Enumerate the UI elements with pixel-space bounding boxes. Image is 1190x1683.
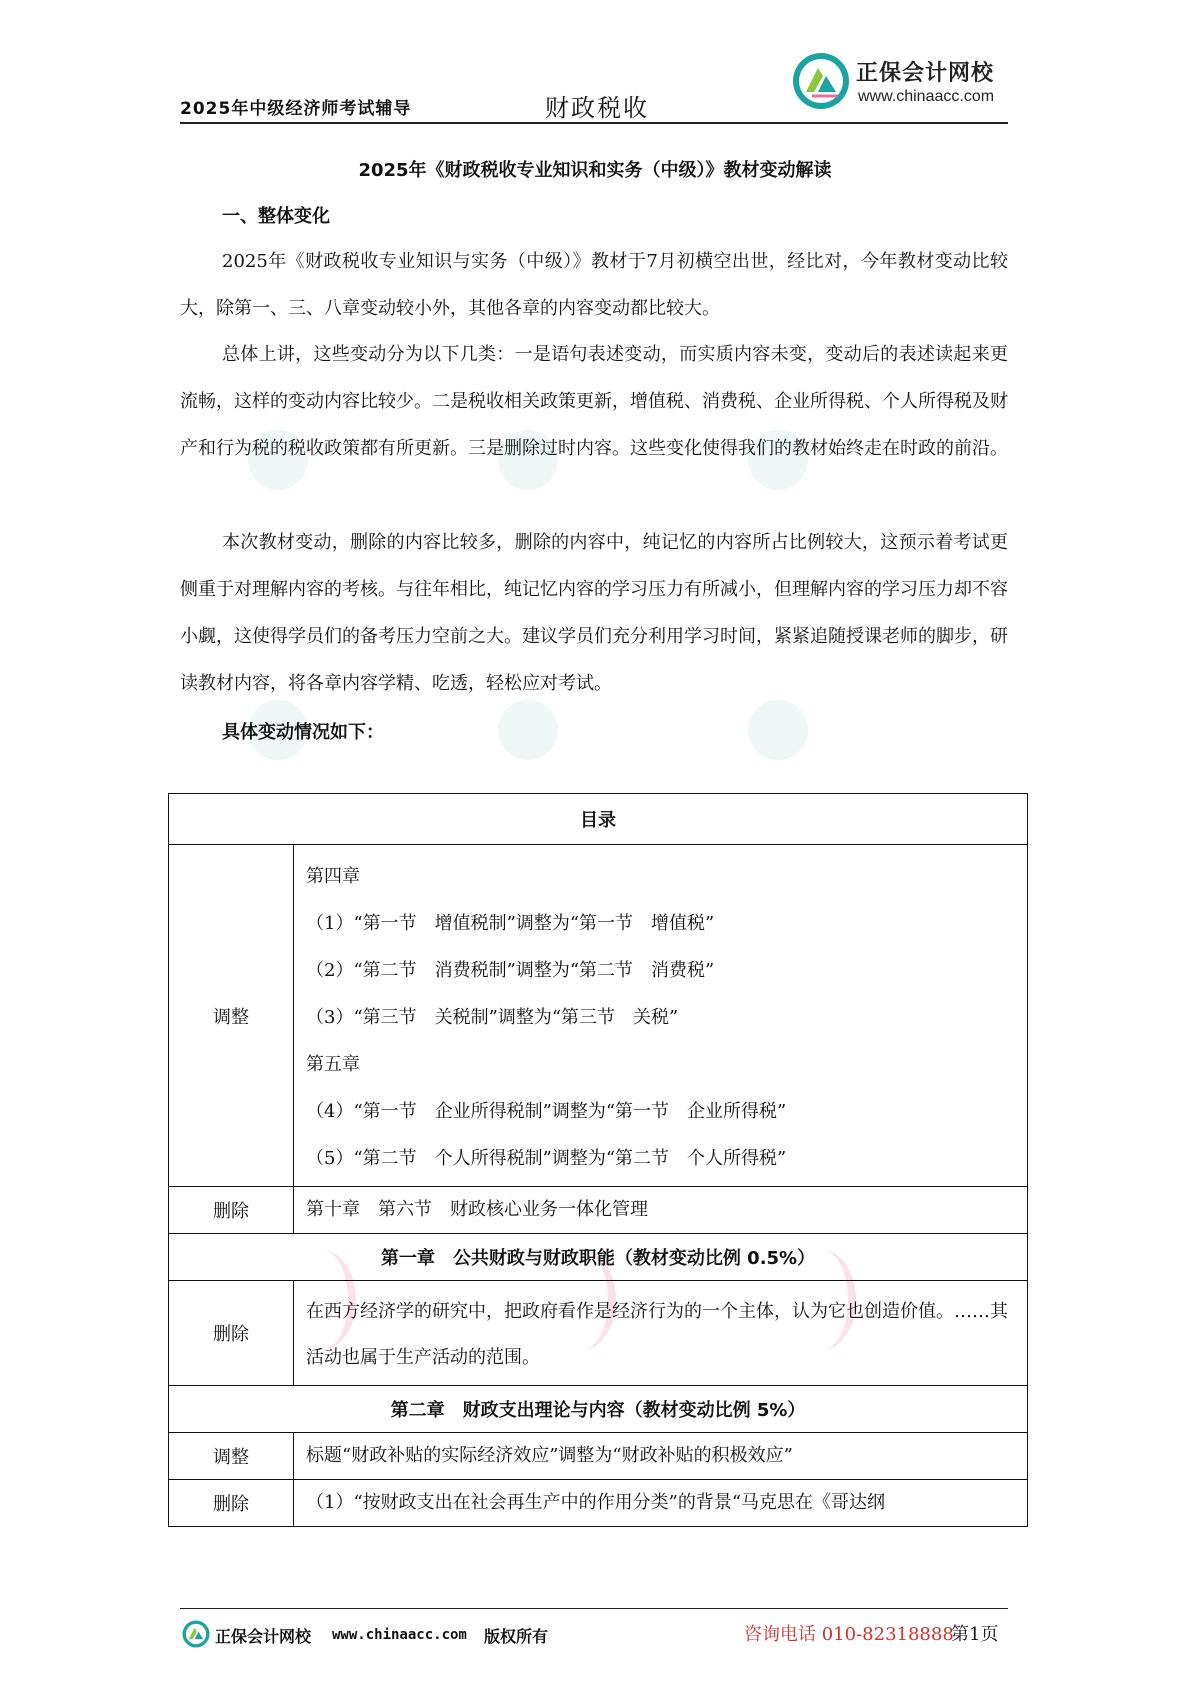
toc-adjust-cell	[294, 845, 1028, 1187]
row-label: 调整	[169, 845, 294, 1187]
chinaacc-logo-icon	[182, 1620, 210, 1648]
table-row	[169, 1480, 1028, 1527]
paragraph: 2025年《财政税收专业知识与实务（中级）》教材于7月初横空出世，经比对，今年教材变动比较大，除第一、三、八章变动较小外，其他各章的内容变动都比较大。	[180, 251, 1008, 319]
chapter-2-adjust-cell: 标题“财政补贴的实际经济效应”调整为“财政补贴的积极效应”	[294, 1433, 1028, 1480]
table-row	[169, 1281, 1028, 1386]
section-heading-overall: 一、整体变化	[222, 206, 330, 227]
footer-url[interactable]: www.chinaacc.com	[332, 1627, 467, 1643]
paragraph: 本次教材变动，删除的内容比较多，删除的内容中，纯记忆的内容所占比例较大，这预示着考试更侧重于对理解内容的考核。与往年相比，纯记忆内容的学习压力有所减小，但理解内容的学习压力却不容小觑，这使得学员们的备考压力空前之大。建议学员们充分利用学习时间，紧紧追随授课老师的脚步，研读教材内容，将各章内容学精、吃透，轻松应对考试。	[180, 532, 1008, 694]
table-row	[169, 1187, 1028, 1234]
header-course-title: 2025年中级经济师考试辅导	[180, 99, 412, 119]
paragraph: 总体上讲，这些变动分为以下几类：一是语句表述变动，而实质内容未变，变动后的表述读起来更流畅，这样的变动内容比较少。二是税收相关政策更新，增值税、消费税、企业所得税、个人所得税及财产和行为税的税收政策都有所更新。三是删除过时内容。这些变化使得我们的教材始终走在时政的前沿。	[180, 344, 1008, 459]
watermark-circle	[748, 700, 808, 760]
table-row	[169, 845, 1028, 1187]
header-subject: 财政税收	[545, 94, 649, 122]
row-label: 删除	[169, 1187, 294, 1234]
page-number: 第1页	[951, 1624, 999, 1645]
document-title: 2025年《财政税收专业知识和实务（中级）》教材变动解读	[358, 160, 832, 181]
header-divider	[180, 122, 1008, 124]
table-row	[169, 1386, 1028, 1433]
list-item: （3）“第三节 关税制”调整为“第三节 关税”	[306, 1007, 679, 1028]
list-item: 第四章	[306, 866, 360, 887]
row-label: 删除	[169, 1480, 294, 1527]
list-item: （2）“第二节 消费税制”调整为“第二节 消费税”	[306, 960, 715, 981]
table-row	[169, 794, 1028, 845]
table-row	[169, 1433, 1028, 1480]
header-brand-name: 正保会计网校	[856, 61, 995, 86]
footer-copyright: 版权所有	[484, 1627, 549, 1646]
row-label: 删除	[169, 1281, 294, 1386]
list-item: （1）“第一节 增值税制”调整为“第一节 增值税”	[306, 913, 715, 934]
list-item: （5）“第二节 个人所得税制”调整为“第二节 个人所得税”	[306, 1148, 787, 1169]
watermark-circle	[498, 700, 558, 760]
chapter-1-header: 第一章 公共财政与财政职能（教材变动比例 0.5%）	[169, 1234, 1028, 1281]
list-item: 第五章	[306, 1054, 360, 1075]
toc-delete-cell: 第十章 第六节 财政核心业务一体化管理	[294, 1187, 1028, 1234]
table-row	[169, 1234, 1028, 1281]
chapter-2-header: 第二章 财政支出理论与内容（教材变动比例 5%）	[169, 1386, 1028, 1433]
footer-divider	[180, 1608, 1008, 1609]
chinaacc-logo-icon	[792, 52, 850, 110]
toc-header: 目录	[169, 794, 1028, 845]
header-brand-url[interactable]: www.chinaacc.com	[858, 88, 995, 105]
list-item: （4）“第一节 企业所得税制”调整为“第一节 企业所得税”	[306, 1101, 787, 1122]
footer-phone: 咨询电话 010-82318888	[744, 1624, 954, 1645]
footer-brand-name: 正保会计网校	[215, 1627, 312, 1646]
row-label: 调整	[169, 1433, 294, 1480]
section-heading-details: 具体变动情况如下：	[222, 722, 384, 743]
chapter-2-delete-cell: （1）“按财政支出在社会再生产中的作用分类”的背景“马克思在《哥达纲	[294, 1480, 1028, 1527]
changes-table	[168, 793, 1028, 1527]
chapter-1-delete-cell: 在西方经济学的研究中，把政府看作是经济行为的一个主体，认为它也创造价值。……其活动也属于生产活动的范围。	[294, 1281, 1028, 1386]
